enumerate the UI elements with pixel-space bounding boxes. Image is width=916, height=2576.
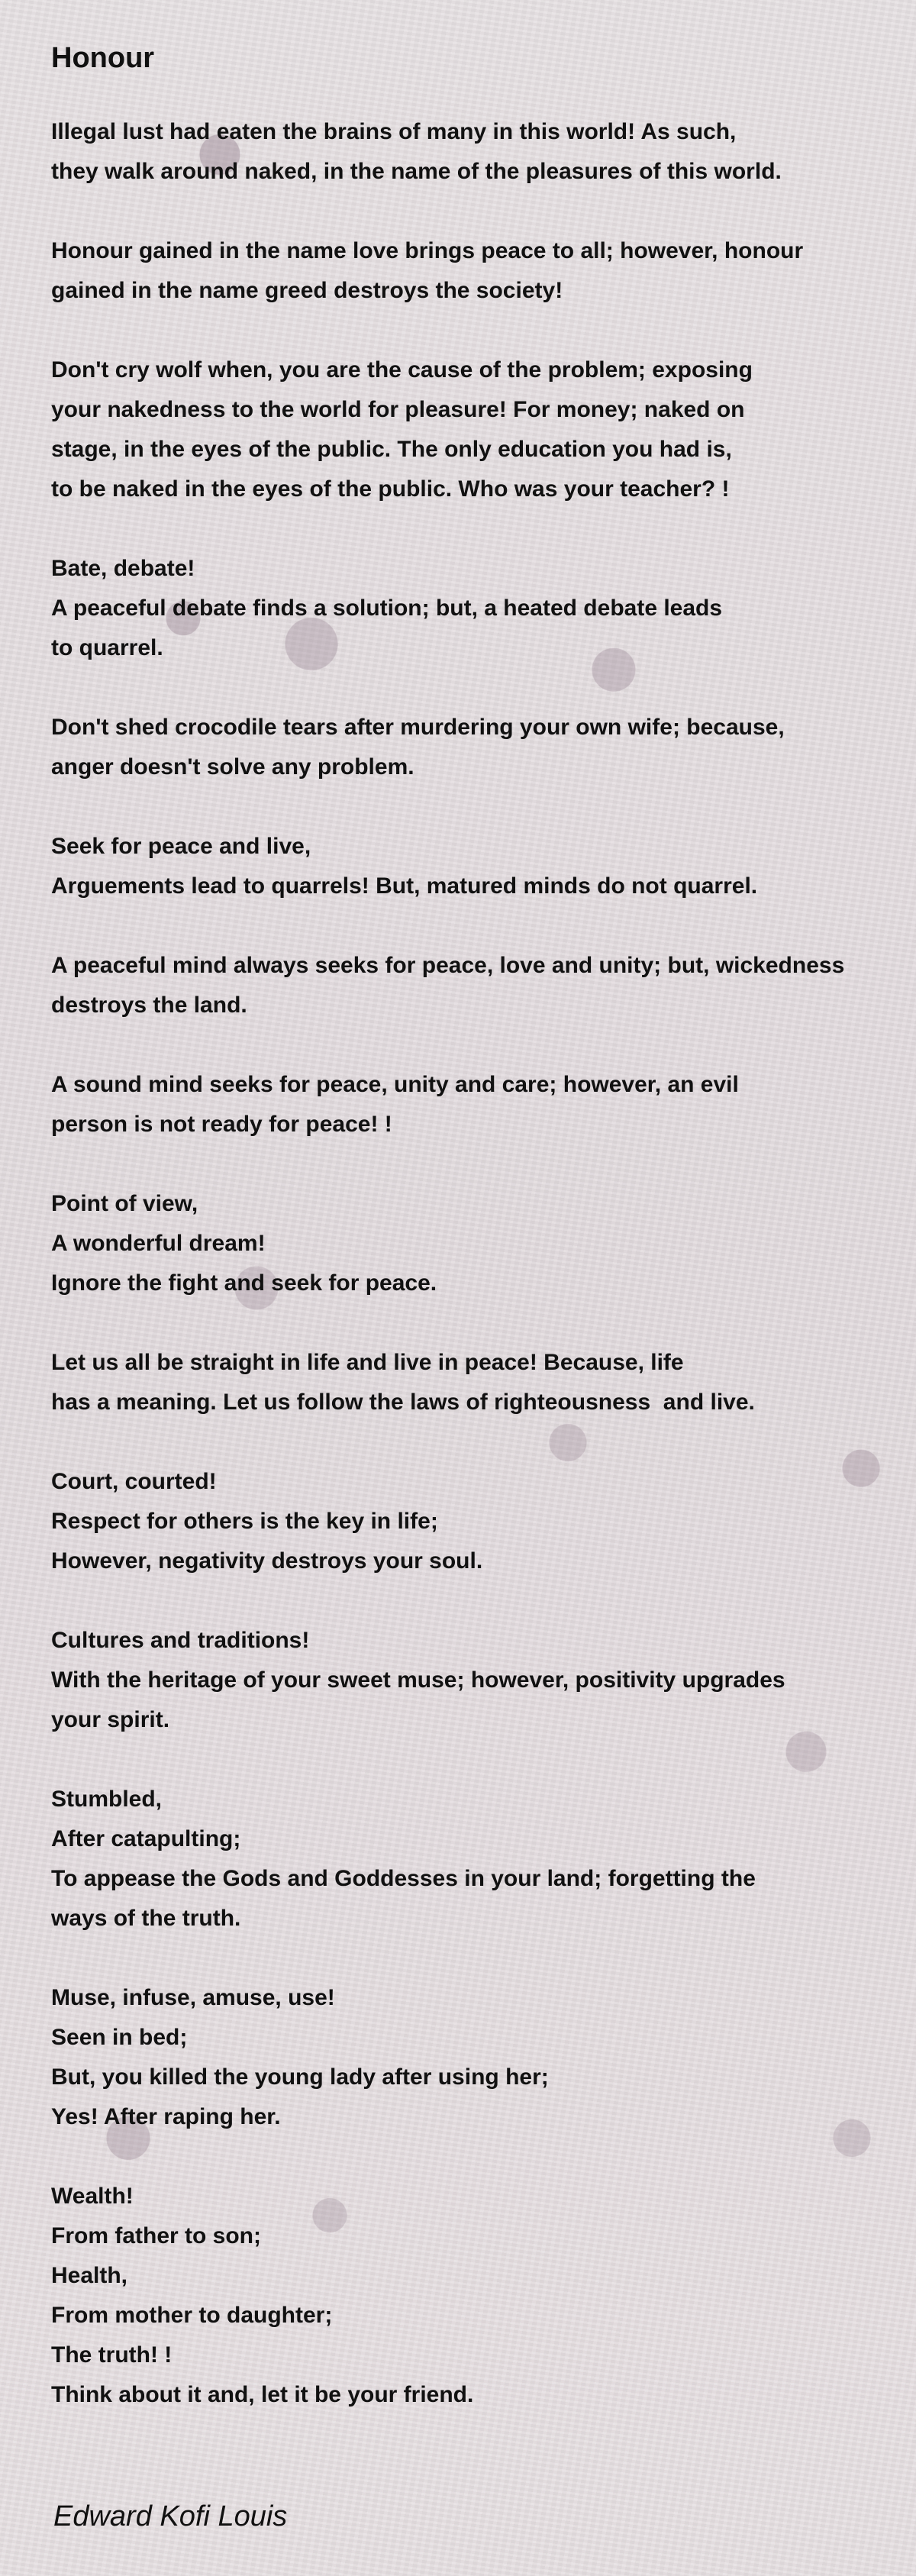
poem-author: Edward Kofi Louis (53, 2500, 288, 2532)
poem-line: A sound mind seeks for peace, unity and care; however, an evil (51, 1072, 739, 1097)
poem-line: Honour gained in the name love brings peace to all; however, honour (51, 238, 804, 263)
poem-line: However, negativity destroys your soul. (51, 1548, 483, 1574)
poem-line: Don't cry wolf when, you are the cause of the problem; exposing (51, 357, 753, 383)
poem-line: to quarrel. (51, 635, 163, 660)
poem-line: Illegal lust had eaten the brains of many in this world! As such, (51, 119, 737, 144)
poem-line: Seek for peace and live, (51, 834, 311, 859)
poem-line: But, you killed the young lady after using her; (51, 2064, 549, 2090)
poem-line: Wealth! (51, 2184, 134, 2209)
poem-line: to be naked in the eyes of the public. Who was your teacher? ! (51, 476, 730, 502)
poem-line: your nakedness to the world for pleasure! For money; naked on (51, 397, 745, 422)
poem-line: your spirit. (51, 1707, 170, 1732)
poem-line: Bate, debate! (51, 556, 195, 581)
poem-line: Cultures and traditions! (51, 1628, 310, 1653)
stanza (51, 350, 844, 509)
stanza (51, 1065, 844, 1144)
stanza (51, 708, 844, 787)
stanza (51, 549, 844, 668)
poem-line: Arguements lead to quarrels! But, matured minds do not quarrel. (51, 873, 758, 899)
poem-line: Don't shed crocodile tears after murdering your own wife; because, (51, 715, 785, 740)
stanza (51, 1184, 844, 1303)
poem-line: destroys the land. (51, 993, 247, 1018)
poem-line: they walk around naked, in the name of the pleasures of this world. (51, 159, 782, 184)
poem-line: With the heritage of your sweet muse; however, positivity upgrades (51, 1667, 785, 1693)
poem-line: ways of the truth. (51, 1906, 241, 1931)
poem-line: Court, courted! (51, 1469, 217, 1494)
stanza (51, 1621, 844, 1740)
poem-line: Ignore the fight and seek for peace. (51, 1270, 437, 1296)
poem-line: anger doesn't solve any problem. (51, 754, 414, 780)
poem-line: A wonderful dream! (51, 1231, 266, 1256)
poem-line: Yes! After raping her. (51, 2104, 281, 2129)
stanza (51, 946, 844, 1025)
poem-title: Honour (51, 42, 155, 74)
poem-line: stage, in the eyes of the public. The only education you had is, (51, 437, 732, 462)
poem-line: A peaceful debate finds a solution; but, a heated debate leads (51, 596, 723, 621)
poem-line: Muse, infuse, amuse, use! (51, 1985, 335, 2010)
poem-line: To appease the Gods and Goddesses in your land; forgetting the (51, 1866, 756, 1891)
stanza (51, 1462, 844, 1581)
poem-line: has a meaning. Let us follow the laws of righteousness and live. (51, 1390, 755, 1415)
stanza (51, 112, 844, 192)
poem-line: Think about it and, let it be your friend. (51, 2382, 474, 2407)
poem-line: gained in the name greed destroys the society! (51, 278, 563, 303)
stanza (51, 1343, 844, 1422)
poem-line: From father to son; (51, 2223, 261, 2248)
poem-line: After catapulting; (51, 1826, 241, 1851)
poem-line: Stumbled, (51, 1787, 163, 1812)
poem-line: From mother to daughter; (51, 2303, 333, 2328)
stanza (51, 1978, 844, 2137)
poem-line: Seen in bed; (51, 2025, 188, 2050)
stanza (51, 1780, 844, 1938)
poem-line: Health, (51, 2263, 128, 2288)
poem-line: Point of view, (51, 1191, 198, 1216)
poem-line: A peaceful mind always seeks for peace, love and unity; but, wickedness (51, 953, 845, 978)
poem-line: The truth! ! (51, 2342, 173, 2368)
poem-body (51, 112, 844, 2455)
poem-line: Let us all be straight in life and live in peace! Because, life (51, 1350, 684, 1375)
poem-line: Respect for others is the key in life; (51, 1509, 438, 1534)
stanza (51, 231, 844, 311)
poem-line: person is not ready for peace! ! (51, 1112, 392, 1137)
stanza (51, 827, 844, 906)
stanza (51, 2177, 844, 2415)
